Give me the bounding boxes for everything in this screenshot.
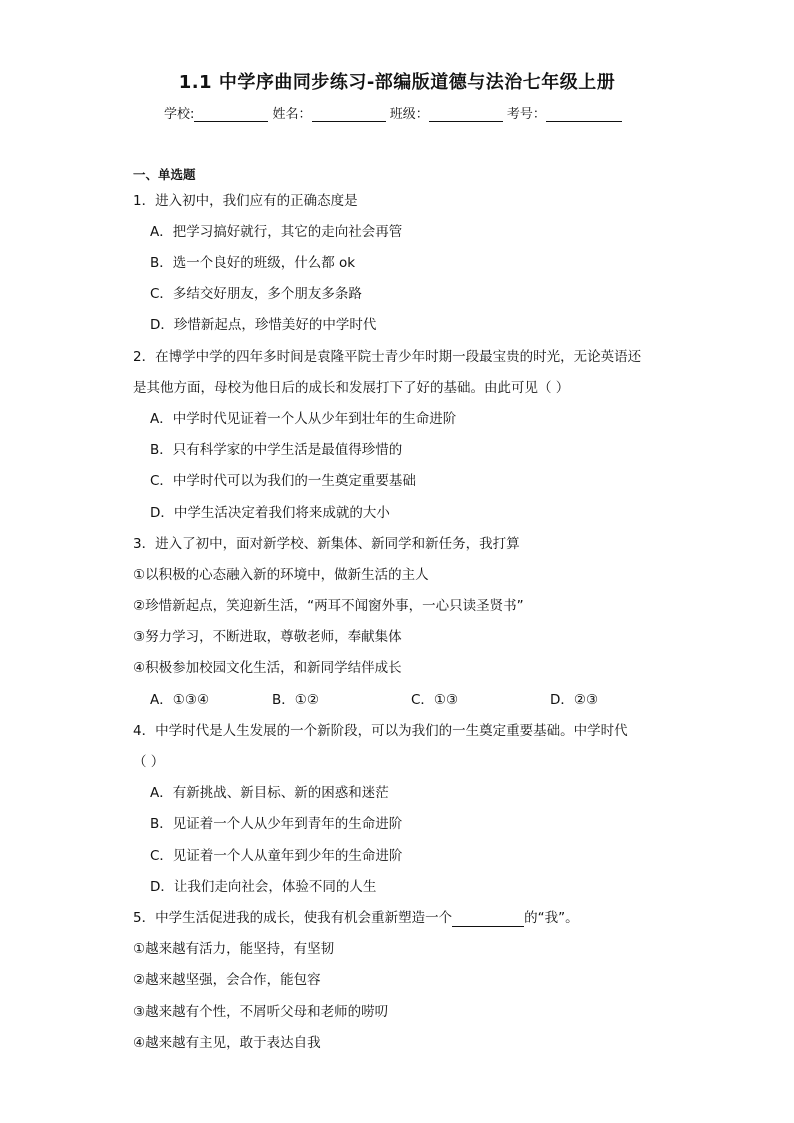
question-3-statement-2: ②珍惜新起点，笑迎新生活，“两耳不闻窗外事，一心只读圣贤书”	[133, 598, 524, 614]
school-blank[interactable]	[194, 107, 268, 122]
question-3-option-d: D．②③	[550, 692, 599, 708]
question-4-stem-line-2: （ ）	[133, 754, 165, 770]
question-2-option-c: C．中学时代可以为我们的一生奠定重要基础	[150, 473, 416, 489]
student-info-line	[164, 103, 622, 122]
question-5-blank[interactable]	[452, 912, 524, 927]
question-4-option-b: B．见证着一个人从少年到青年的生命进阶	[150, 816, 403, 832]
question-5-stem-pre: 5．中学生活促进我的成长，使我有机会重新塑造一个	[133, 910, 453, 926]
question-1-stem: 1．进入初中，我们应有的正确态度是	[133, 193, 358, 209]
question-3-option-c: C．①③	[411, 692, 459, 708]
name-label: 姓名：	[272, 107, 312, 122]
question-2-option-a: A．中学时代见证着一个人从少年到壮年的生命进阶	[150, 411, 457, 427]
name-blank[interactable]	[312, 107, 386, 122]
school-label: 学校:	[164, 107, 195, 122]
question-4-option-d: D．让我们走向社会，体验不同的人生	[150, 879, 377, 895]
question-3-statement-4: ④积极参加校园文化生活，和新同学结伴成长	[133, 660, 402, 676]
class-blank[interactable]	[429, 107, 503, 122]
question-1-option-a: A．把学习搞好就行，其它的走向社会再管	[150, 224, 403, 240]
question-4-stem-line-1: 4．中学时代是人生发展的一个新阶段，可以为我们的一生奠定重要基础。中学时代	[133, 723, 628, 739]
question-5-statement-4: ④越来越有主见，敢于表达自我	[133, 1035, 321, 1051]
question-3-stem: 3．进入了初中，面对新学校、新集体、新同学和新任务，我打算	[133, 536, 520, 552]
question-2-option-d: D．中学生活决定着我们将来成就的大小	[150, 505, 390, 521]
question-2-option-b: B．只有科学家的中学生活是最值得珍惜的	[150, 442, 403, 458]
question-3-option-b: B．①②	[272, 692, 319, 708]
exam-number-blank[interactable]	[546, 107, 622, 122]
exam-number-label: 考号：	[506, 107, 546, 122]
question-3-statement-1: ①以积极的心态融入新的环境中，做新生活的主人	[133, 567, 429, 583]
question-3-statement-3: ③努力学习，不断进取，尊敬老师，奉献集体	[133, 629, 402, 645]
question-3-option-a: A．①③④	[150, 692, 210, 708]
question-5-statement-3: ③越来越有个性，不屑听父母和老师的唠叨	[133, 1004, 389, 1020]
question-5-statement-1: ①越来越有活力，能坚持，有坚韧	[133, 941, 335, 957]
question-1-option-c: C．多结交好朋友，多个朋友多条路	[150, 286, 362, 302]
question-5-statement-2: ②越来越坚强，会合作，能包容	[133, 972, 321, 988]
question-5-stem-post: 的“我”。	[524, 910, 579, 926]
question-5-stem	[133, 909, 579, 927]
page-title: 1.1 中学序曲同步练习-部编版道德与法治七年级上册	[178, 72, 616, 93]
question-1-option-b: B．选一个良好的班级，什么都 ok	[150, 255, 356, 271]
section-heading: 一、单选题	[133, 167, 196, 182]
question-2-stem-line-2: 是其他方面，母校为他日后的成长和发展打下了好的基础。由此可见（ ）	[133, 380, 570, 396]
question-1-option-d: D．珍惜新起点，珍惜美好的中学时代	[150, 317, 377, 333]
question-2-stem-line-1: 2．在博学中学的四年多时间是袁隆平院士青少年时期一段最宝贵的时光，无论英语还	[133, 349, 642, 365]
question-4-option-c: C．见证着一个人从童年到少年的生命进阶	[150, 848, 403, 864]
class-label: 班级：	[389, 107, 429, 122]
question-4-option-a: A．有新挑战、新目标、新的困惑和迷茫	[150, 785, 389, 801]
